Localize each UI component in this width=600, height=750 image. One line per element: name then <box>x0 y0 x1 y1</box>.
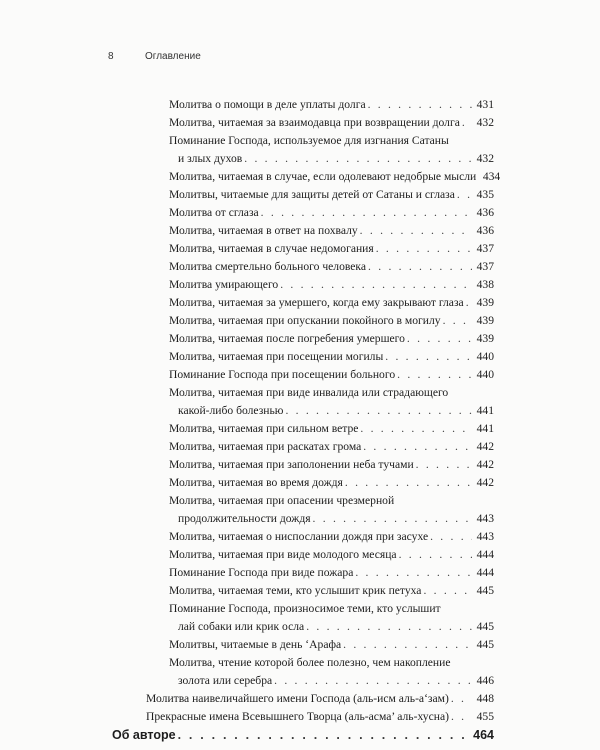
toc-entry-page: 445 <box>476 584 494 597</box>
toc-entry-page: 446 <box>476 674 494 687</box>
toc-entry[interactable] <box>169 186 494 204</box>
toc-entry-page: 444 <box>476 548 494 561</box>
toc-entry-title: Молитва от сглаза <box>169 206 259 219</box>
toc-entry[interactable] <box>169 348 494 366</box>
toc-entry-title: Молитва, читаемая в ответ на похвалу <box>169 224 358 237</box>
toc-entry-page: 442 <box>476 440 494 453</box>
toc-entry[interactable] <box>169 366 494 384</box>
toc-entry-page: 445 <box>476 638 494 651</box>
toc-entry-first-line[interactable] <box>169 492 469 510</box>
toc-entry[interactable] <box>169 276 494 294</box>
toc-entry[interactable] <box>146 708 494 726</box>
toc-entry-title: Поминание Господа при виде пожара <box>169 566 354 579</box>
toc-entry-title: Молитва, чтение которой более полезно, чем накопление <box>169 656 451 669</box>
toc-entry-title: Молитва о помощи в деле уплаты долга <box>169 98 366 111</box>
toc-entry-title: Поминание Господа при посещении больного <box>169 368 396 381</box>
leader-dots <box>466 294 472 312</box>
toc-entry-title: Молитва, читаемая теми, кто услышит крик петуха <box>169 584 422 597</box>
toc-entry-title: Поминание Господа, используемое для изгнания Сатаны <box>169 134 449 147</box>
leader-dots <box>451 690 472 708</box>
toc-entry-page: 443 <box>476 530 494 543</box>
leader-dots <box>178 726 472 744</box>
toc-entry[interactable] <box>169 528 494 546</box>
toc-entry-title: лай собаки или крик осла <box>178 620 305 633</box>
toc-entry-page: 438 <box>476 278 494 291</box>
toc-entry-title: Молитва, читаемая при виде инвалида или страдающего <box>169 386 449 399</box>
toc-entry[interactable] <box>146 690 494 708</box>
toc-entry[interactable] <box>169 564 494 582</box>
toc-entry[interactable] <box>169 546 494 564</box>
toc-entry[interactable] <box>169 312 494 330</box>
leader-dots <box>360 222 472 240</box>
toc-entry-page: 435 <box>476 188 494 201</box>
toc-entry[interactable] <box>169 168 501 186</box>
leader-dots <box>423 582 472 600</box>
toc-entry-first-line[interactable] <box>169 600 469 618</box>
toc-entry[interactable] <box>169 582 494 600</box>
toc-entry-first-line[interactable] <box>169 654 469 672</box>
toc-entry-first-line[interactable] <box>169 132 469 150</box>
leader-dots <box>343 636 472 654</box>
toc-entry-title: Молитва, читаемая о ниспослании дождя при засухе <box>169 530 429 543</box>
toc-entry-page: 442 <box>476 476 494 489</box>
toc-entry-title: Молитва умирающего <box>169 278 279 291</box>
toc-entry-title: Прекрасные имена Всевышнего Творца (аль-асма’ аль-хусна) <box>146 710 449 723</box>
toc-entry-title: Молитва, читаемая в случае недомогания <box>169 242 374 255</box>
toc-entry-first-line[interactable] <box>169 384 469 402</box>
toc-entry-page: 437 <box>476 260 494 273</box>
toc-entry-title: Молитва, читаемая при виде молодого месяца <box>169 548 397 561</box>
leader-dots <box>306 618 472 636</box>
toc-entry-page: 455 <box>476 710 494 723</box>
leader-dots <box>244 150 472 168</box>
toc-entry-page: 436 <box>476 224 494 237</box>
leader-dots <box>416 456 472 474</box>
leader-dots <box>397 366 472 384</box>
leader-dots <box>355 564 472 582</box>
leader-dots <box>407 330 472 348</box>
toc-entry-title: Поминание Господа, произносимое теми, кто услышит <box>169 602 441 615</box>
toc-entry[interactable] <box>169 204 494 222</box>
toc-entry[interactable] <box>169 474 494 492</box>
leader-dots <box>313 510 472 528</box>
toc-entry[interactable] <box>169 114 494 132</box>
toc-entry[interactable] <box>169 636 494 654</box>
toc-entry-page: 434 <box>482 170 501 183</box>
leader-dots <box>376 240 472 258</box>
toc-entry-title: Молитва, читаемая во время дождя <box>169 476 343 489</box>
leader-dots <box>462 114 472 132</box>
leader-dots <box>261 204 472 222</box>
toc-entry-continuation[interactable] <box>178 150 494 168</box>
toc-entry-continuation[interactable] <box>178 618 494 636</box>
toc-entry-page: 439 <box>476 332 494 345</box>
toc-entry[interactable] <box>169 420 494 438</box>
toc-entry-title: Об авторе <box>112 728 176 742</box>
toc-entry-continuation[interactable] <box>178 672 494 690</box>
leader-dots <box>363 438 472 456</box>
leader-dots <box>443 312 472 330</box>
toc-entry-page: 443 <box>476 512 494 525</box>
toc-entry-page: 441 <box>476 404 494 417</box>
toc-entry[interactable] <box>169 294 494 312</box>
toc-entry-title: Молитва, читаемая при заполонении неба тучами <box>169 458 414 471</box>
toc-entry[interactable] <box>169 438 494 456</box>
toc-entry-page: 431 <box>476 98 494 111</box>
toc-entry-page: 436 <box>476 206 494 219</box>
leader-dots <box>399 546 472 564</box>
toc-entry-page: 439 <box>476 296 494 309</box>
toc-entry-title: и злых духов <box>178 152 243 165</box>
toc-entry-title: Молитвы, читаемые в день ‘Арафа <box>169 638 342 651</box>
toc-chapter-entry[interactable] <box>112 726 494 744</box>
leader-dots <box>360 420 472 438</box>
toc-entry-title: Молитва, читаемая после погребения умершего <box>169 332 405 345</box>
leader-dots <box>385 348 472 366</box>
leader-dots <box>274 672 472 690</box>
leader-dots <box>285 402 472 420</box>
toc-entry-continuation[interactable] <box>178 402 494 420</box>
leader-dots <box>451 708 472 726</box>
leader-dots <box>368 96 472 114</box>
toc-entry-title: Молитва, читаемая при раскатах грома <box>169 440 362 453</box>
toc-entry[interactable] <box>169 222 494 240</box>
toc-entry-page: 441 <box>476 422 494 435</box>
toc-entry-page: 464 <box>473 728 494 742</box>
toc-entry-title: продолжительности дождя <box>178 512 311 525</box>
toc-entry-page: 439 <box>476 314 494 327</box>
toc-entry[interactable] <box>169 240 494 258</box>
toc-entry[interactable] <box>169 456 494 474</box>
page-number: 8 <box>108 51 114 62</box>
toc-entry-page: 440 <box>476 350 494 363</box>
toc-entry-title: Молитва наивеличайшего имени Господа (аль-исм аль-а‘зам) <box>146 692 449 705</box>
leader-dots <box>280 276 472 294</box>
toc-entry-title: Молитва, читаемая при сильном ветре <box>169 422 359 435</box>
leader-dots <box>368 258 472 276</box>
toc-entry-page: 440 <box>476 368 494 381</box>
toc-entry-page: 432 <box>476 116 494 129</box>
leader-dots <box>457 186 472 204</box>
toc-entry-title: Молитва, читаемая при опускании покойного в могилу <box>169 314 441 327</box>
leader-dots <box>430 528 472 546</box>
toc-entry-title: какой-либо болезнью <box>178 404 284 417</box>
toc-entry-page: 432 <box>476 152 494 165</box>
leader-dots <box>345 474 472 492</box>
toc-entry-title: Молитва, читаемая при опасении чрезмерной <box>169 494 395 507</box>
toc-entry-title: Молитва, читаемая при посещении могилы <box>169 350 384 363</box>
running-title: Оглавление <box>145 51 201 62</box>
running-header <box>0 51 600 67</box>
toc-entry[interactable] <box>169 96 494 114</box>
toc-entry-page: 445 <box>476 620 494 633</box>
toc-entry-title: Молитва, читаемая за взаимодавца при возвращении долга <box>169 116 460 129</box>
toc-entry-page: 437 <box>476 242 494 255</box>
toc-entry-title: Молитва, читаемая в случае, если одолевают недобрые мысли <box>169 170 477 183</box>
toc-entry-title: Молитва смертельно больного человека <box>169 260 367 273</box>
toc-entry-title: Молитва, читаемая за умершего, когда ему закрывают глаза <box>169 296 464 309</box>
toc-entry[interactable] <box>169 330 494 348</box>
toc-entry-page: 448 <box>476 692 494 705</box>
toc-entry-page: 442 <box>476 458 494 471</box>
toc-entry-title: Молитвы, читаемые для защиты детей от Сатаны и сглаза <box>169 188 455 201</box>
toc-entry[interactable] <box>169 258 494 276</box>
toc-entry-title: золота или серебра <box>178 674 273 687</box>
toc-entry-continuation[interactable] <box>178 510 494 528</box>
toc-entry-page: 444 <box>476 566 494 579</box>
